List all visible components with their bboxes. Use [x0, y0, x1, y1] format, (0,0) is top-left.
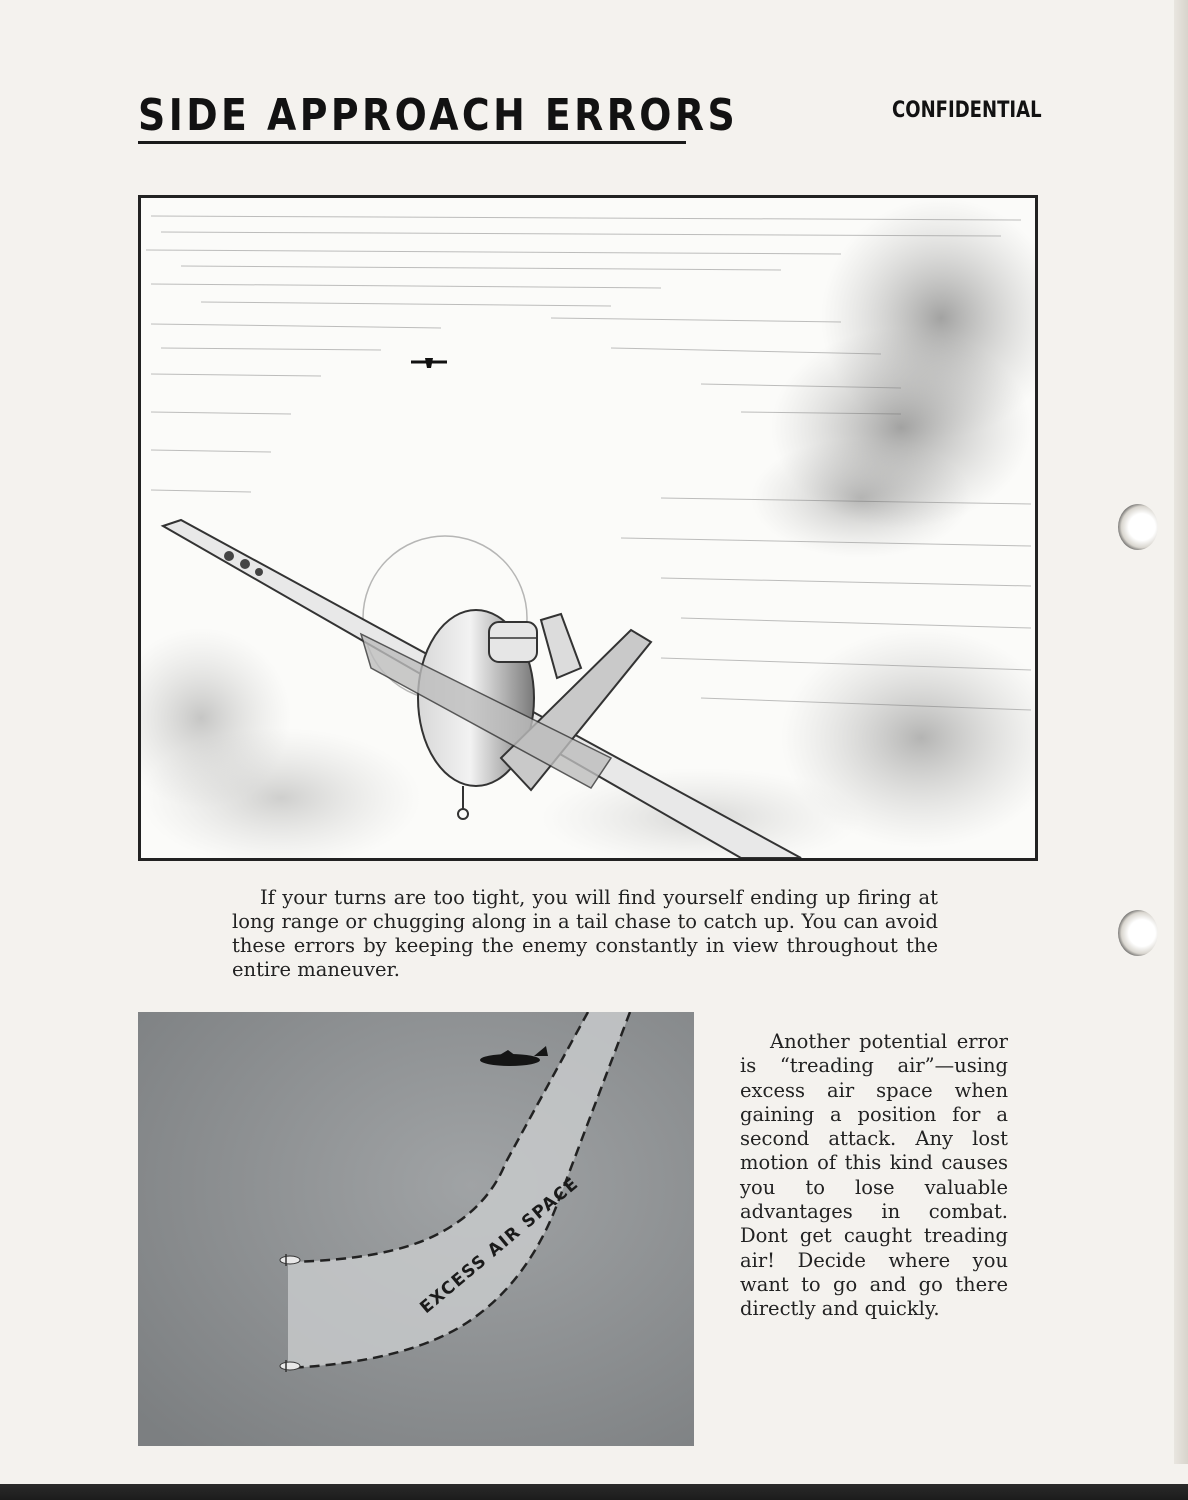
binder-hole-upper	[1118, 504, 1158, 550]
title-underline	[138, 141, 686, 144]
top-paragraph: If your turns are too tight, you will find yourself ending up firing at long range or chugging along in a tail chase to catch up. You can avoid these errors by keeping the enemy constantly in view throughout the entire maneuver.	[232, 886, 938, 981]
page-edge	[1174, 0, 1188, 1500]
page-bottom-edge	[0, 1464, 1188, 1500]
side-paragraph: Another potential error is “treading air”—using excess air space when gaining a position for a second attack. Any lost motion of this kind causes you to lose valuable advantages in combat. Dont get caught treading air! Decide where you want to go and go there directly and quickly.	[740, 1030, 1008, 1321]
fighter-turn-illustration	[138, 195, 1038, 861]
classification-marking: CONFIDENTIAL	[892, 98, 1042, 123]
page-title: SIDE APPROACH ERRORS	[138, 90, 739, 141]
binder-hole-lower	[1118, 910, 1158, 956]
excess-air-space-label: EXCESS AIR SPACE	[416, 1173, 583, 1318]
excess-air-space-diagram	[138, 1012, 694, 1446]
